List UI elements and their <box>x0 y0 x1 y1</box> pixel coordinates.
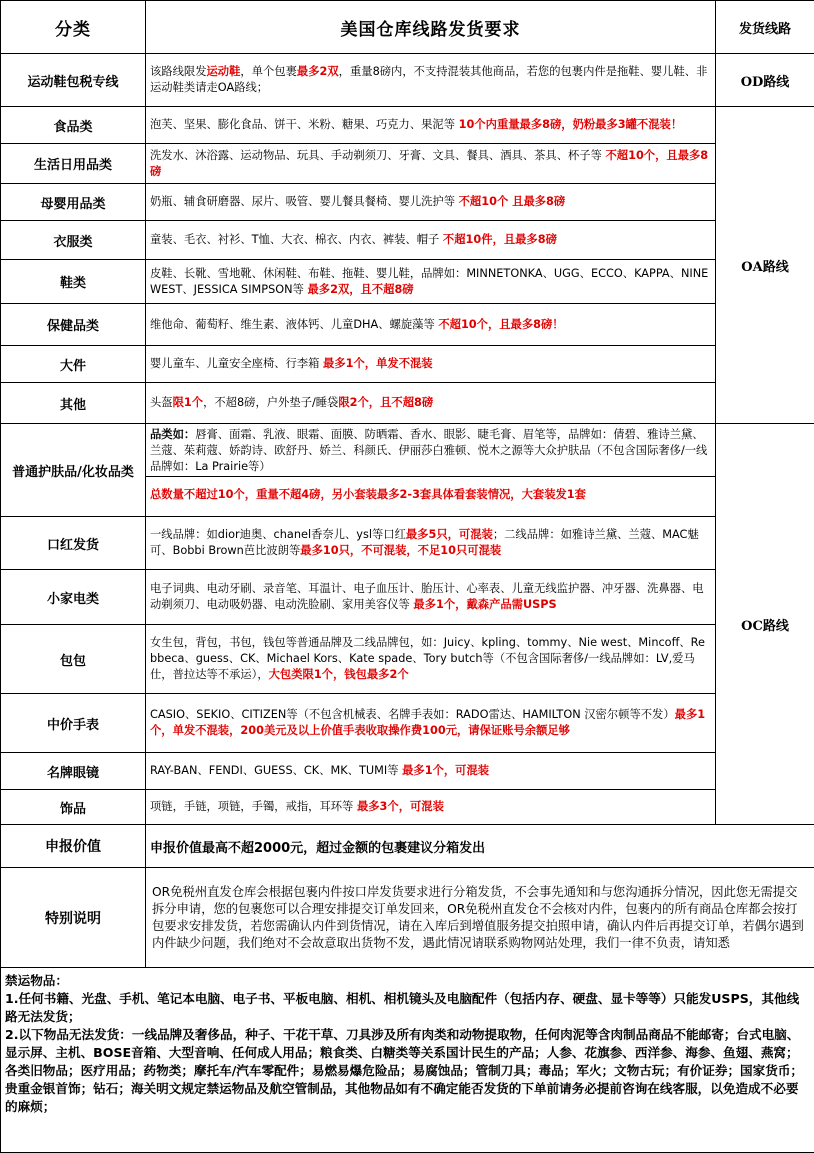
table-row <box>1 570 814 625</box>
forbidden-items <box>1 968 814 1153</box>
requirement-cell: 奶瓶、辅食研磨器、尿片、吸管、婴儿餐具餐椅、婴儿洗护等 不超10个 且最多8磅 <box>146 184 716 221</box>
table-row <box>1 184 814 221</box>
header-route: 发货线路 <box>716 1 814 54</box>
requirement-cell: 童装、毛衣、衬衫、T恤、大衣、棉衣、内衣、裤装、帽子 不超10件，且最多8磅 <box>146 221 716 260</box>
requirement-cell: 品类如：唇膏、面霜、乳液、眼霜、面膜、防晒霜、香水、眼影、睫毛膏、眉笔等，品牌如：倩碧、雅诗兰黛、兰蔻、茱莉蔻、娇韵诗、欧舒丹、娇兰、科颜氏、伊丽莎白雅顿、悦木之源等大众护肤品（不包含国际奢侈/一线品牌如：La Prairie等） 总数量不超过10个，重量不超4磅，另小套装最多2-3套具体看套装情况，大套装发1套 <box>146 424 716 517</box>
category-cell: 名牌眼镜 <box>1 753 146 790</box>
category-cell: 食品类 <box>1 107 146 144</box>
requirement-cell: 维他命、葡萄籽、维生素、液体钙、儿童DHA、螺旋藻等 不超10个，且最多8磅！ <box>146 304 716 346</box>
header-requirement: 美国仓库线路发货要求 <box>146 1 716 54</box>
requirement-cell: RAY-BAN、FENDI、GUESS、CK、MK、TUMI等 最多1个，可混装 <box>146 753 716 790</box>
category-cell: 普通护肤品/化妆品类 <box>1 424 146 517</box>
requirement-cell: 洗发水、沐浴露、运动物品、玩具、手动剃须刀、牙膏、文具、餐具、酒具、茶具、杯子等 不超10个，且最多8磅 <box>146 144 716 184</box>
declare-text: 申报价值最高不超2000元，超过金额的包裹建议分箱发出 <box>146 825 814 868</box>
category-cell: 口红发货 <box>1 517 146 570</box>
special-text: OR免税州直发仓库会根据包裹内件按口岸发货要求进行分箱发货，不会事先通知和与您沟通拆分情况，因此您无需提交拆分申请，您的包裹您可以合理安排提交订单发回来，OR免税州直发仓不会核对内件，包裹内的所有商品仓库都会按打包要求安排发货，若您需确认内件到货情况，请在入库后到增值服务提交拍照申请，确认内件后再提交订单，若偶尔遇到内件缺少问题，我们绝对不会故意取出货物不发，遇此情况请联系购物网站处理，我们一律不负责，请知悉 <box>146 868 814 968</box>
category-cell: 其他 <box>1 383 146 424</box>
header-row <box>1 1 814 54</box>
category-cell: 大件 <box>1 346 146 383</box>
forbidden-line-1: 1.任何书籍、光盘、手机、笔记本电脑、电子书、平板电脑、相机、相机镜头及电脑配件（包括内存、硬盘、显卡等等）只能发USPS，其他线路无法发货； <box>5 990 810 1026</box>
table-row <box>1 790 814 825</box>
declare-row <box>1 825 814 868</box>
table-row <box>1 346 814 383</box>
category-cell: 生活日用品类 <box>1 144 146 184</box>
forbidden-row <box>1 968 814 1153</box>
requirement-cell: 婴儿童车、儿童安全座椅、行李箱 最多1个，单发不混装 <box>146 346 716 383</box>
table-row <box>1 625 814 694</box>
table-row <box>1 424 814 517</box>
header-category: 分类 <box>1 1 146 54</box>
requirement-cell: 项链，手链，项链，手镯，戒指，耳环等 最多3个，可混装 <box>146 790 716 825</box>
category-cell: 饰品 <box>1 790 146 825</box>
forbidden-title: 禁运物品： <box>5 972 810 990</box>
requirement-cell: 电子词典、电动牙刷、录音笔、耳温计、电子血压计、胎压计、心率表、儿童无线监护器、冲牙器、洗鼻器、电动剃须刀、电动吸奶器、电动洗脸刷、家用美容仪等 最多1个，戴森产品需USPS <box>146 570 716 625</box>
table-row <box>1 383 814 424</box>
category-cell: 中价手表 <box>1 694 146 753</box>
table-row <box>1 221 814 260</box>
category-cell: 衣服类 <box>1 221 146 260</box>
forbidden-line-2: 2.以下物品无法发货：一线品牌及奢侈品，种子、干花干草、刀具涉及所有肉类和动物提取物，任何肉泥等含肉制品商品不能邮寄；台式电脑、显示屏、主机、BOSE音箱、大型音响、任何成人用品；粮食类、白糖类等关系国计民生的产品；人参、花旗参、西洋参、海参、鱼翅、燕窝；各类旧物品；医疗用品；药物类；摩托车/汽车零配件；易燃易爆危险品；易腐蚀品；管制刀具；毒品；军火；文物古玩；有价证券；国家货币；贵重金银首饰；钻石；海关明文规定禁运物品及航空管制品，其他物品如有不确定能否发货的下单前请务必提前咨询在线客服，以免造成不必要的麻烦； <box>5 1026 810 1116</box>
requirement-cell: 女生包，背包，书包，钱包等普通品牌及二线品牌包，如：Juicy、kpling、tommy、Nie west、Mincoff、Rebbeca、guess、CK、Michael Kors、Kate spade、Tory butch等（不包含国际奢侈/一线品牌如：LV,爱马仕，普拉达等不承运），大包类限1个，钱包最多2个 <box>146 625 716 694</box>
category-cell: 母婴用品类 <box>1 184 146 221</box>
table-row <box>1 517 814 570</box>
requirement-cell: 头盔限1个，不超8磅，户外垫子/睡袋限2个，且不超8磅 <box>146 383 716 424</box>
category-cell: 鞋类 <box>1 260 146 304</box>
special-row <box>1 868 814 968</box>
requirement-cell: 皮鞋、长靴、雪地靴、休闲鞋、布鞋、拖鞋、婴儿鞋，品牌如：MINNETONKA、UGG、ECCO、KAPPA、NINEWEST、JESSICA SIMPSON等 最多2双，且不超8磅 <box>146 260 716 304</box>
table-row <box>1 54 814 107</box>
category-cell: 包包 <box>1 625 146 694</box>
category-cell: 小家电类 <box>1 570 146 625</box>
table-row <box>1 304 814 346</box>
category-cell: 保健品类 <box>1 304 146 346</box>
route-od: OD路线 <box>716 54 814 107</box>
table-row <box>1 144 814 184</box>
requirement-cell: 泡芙、坚果、膨化食品、饼干、米粉、糖果、巧克力、果泥等 10个内重量最多8磅，奶粉最多3罐不混装！ <box>146 107 716 144</box>
category-cell: 运动鞋包税专线 <box>1 54 146 107</box>
requirement-cell: CASIO、SEKIO、CITIZEN等（不包含机械表、名牌手表如：RADO雷达、HAMILTON 汉密尔顿等不发）最多1个，单发不混装，200美元及以上价值手表收取操作费100元，请保证账号余额足够 <box>146 694 716 753</box>
route-oc: OC路线 <box>716 424 814 825</box>
category-cell: 申报价值 <box>1 825 146 868</box>
category-cell: 特别说明 <box>1 868 146 968</box>
table-row <box>1 753 814 790</box>
table-row <box>1 260 814 304</box>
table-row <box>1 107 814 144</box>
table-row <box>1 694 814 753</box>
requirement-cell: 该路线限发运动鞋，单个包裹最多2双，重量8磅内，不支持混装其他商品，若您的包裹内件是拖鞋、婴儿鞋、非运动鞋类请走OA路线； <box>146 54 716 107</box>
route-oa: OA路线 <box>716 107 814 424</box>
requirement-cell: 一线品牌：如dior迪奥、chanel香奈儿、ysl等口红最多5只，可混装；二线品牌：如雅诗兰黛、兰蔻、MAC魅可、Bobbi Brown芭比波朗等最多10只，不可混装，不足10只可混装 <box>146 517 716 570</box>
